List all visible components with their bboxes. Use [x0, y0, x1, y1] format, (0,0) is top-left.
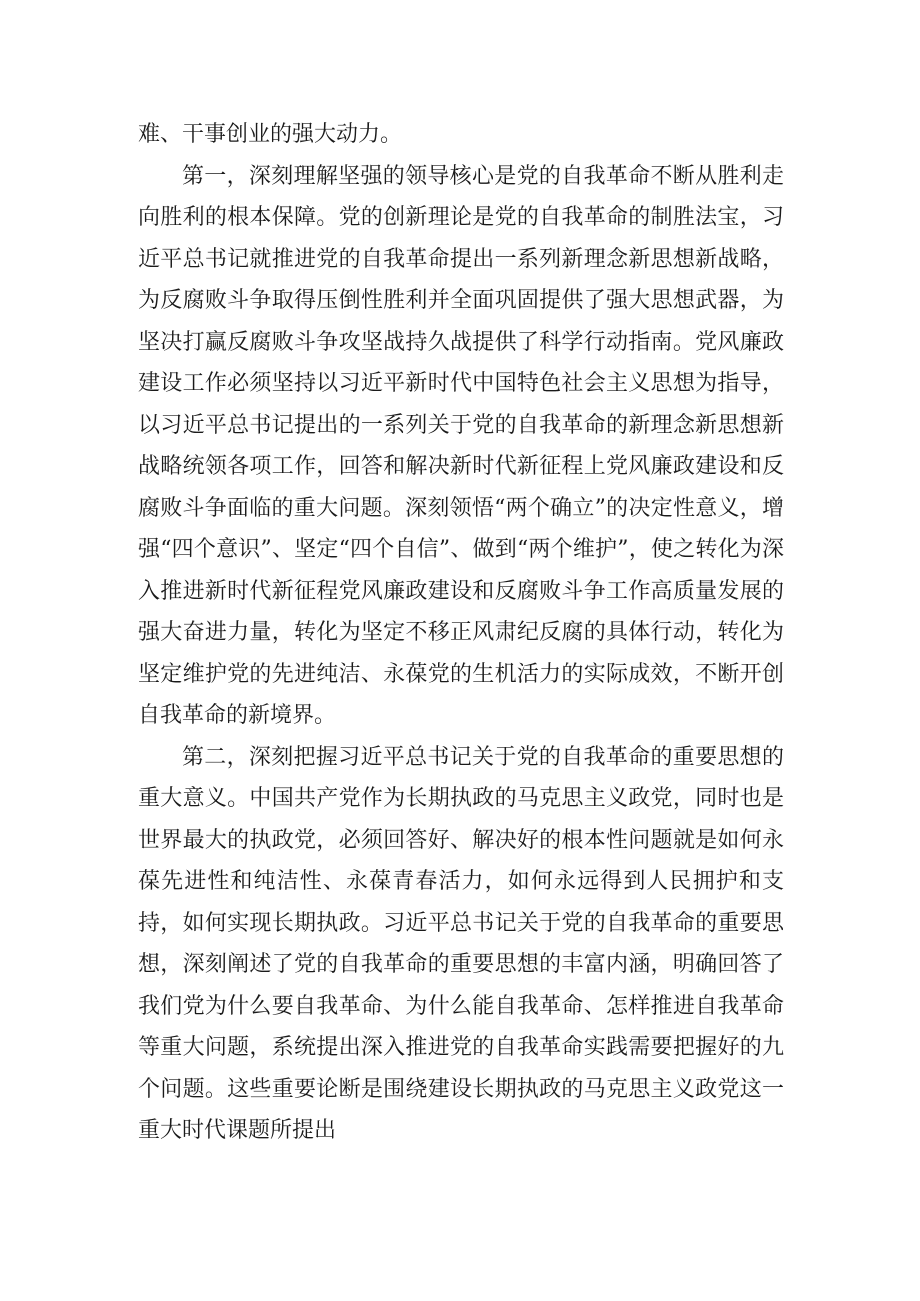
paragraph-continuation: 难、干事创业的强大动力。: [138, 122, 403, 147]
document-body: [138, 114, 784, 1152]
paragraph-first: 第一，深刻理解坚强的领导核心是党的自我革命不断从胜利走向胜利的根本保障。党的创新理论是党的自我革命的制胜法宝，习近平总书记就推进党的自我革命提出一系列新理念新思想新战略，为反腐败斗争取得压倒性胜利并全面巩固提供了强大思想武器，为坚决打赢反腐败斗争攻坚战持久战提供了科学行动指南。党风廉政建设工作必须坚持以习近平新时代中国特色社会主义思想为指导，以习近平总书记提出的一系列关于党的自我革命的新理念新思想新战略统领各项工作，回答和解决新时代新征程上党风廉政建设和反腐败斗争面临的重大问题。深刻领悟“两个确立”的决定性意义，增强“四个意识”、坚定“四个自信”、做到“两个维护”，使之转化为深入推进新时代新征程党风廉政建设和反腐败斗争工作高质量发展的强大奋进力量，转化为坚定不移正风肃纪反腐的具体行动，转化为坚定维护党的先进纯洁、永葆党的生机活力的实际成效，不断开创自我革命的新境界。: [138, 163, 784, 728]
paragraph-second: 第二，深刻把握习近平总书记关于党的自我革命的重要思想的重大意义。中国共产党作为长期执政的马克思主义政党，同时也是世界最大的执政党，必须回答好、解决好的根本性问题就是如何永葆先进性和纯洁性、永葆青春活力，如何永远得到人民拥护和支持，如何实现长期执政。习近平总书记关于党的自我革命的重要思想，深刻阐述了党的自我革命的重要思想的丰富内涵，明确回答了我们党为什么要自我革命、为什么能自我革命、怎样推进自我革命等重大问题，系统提出深入推进党的自我革命实践需要把握好的九个问题。这些重要论断是围绕建设长期执政的马克思主义政党这一重大时代课题所提出: [138, 744, 784, 1143]
